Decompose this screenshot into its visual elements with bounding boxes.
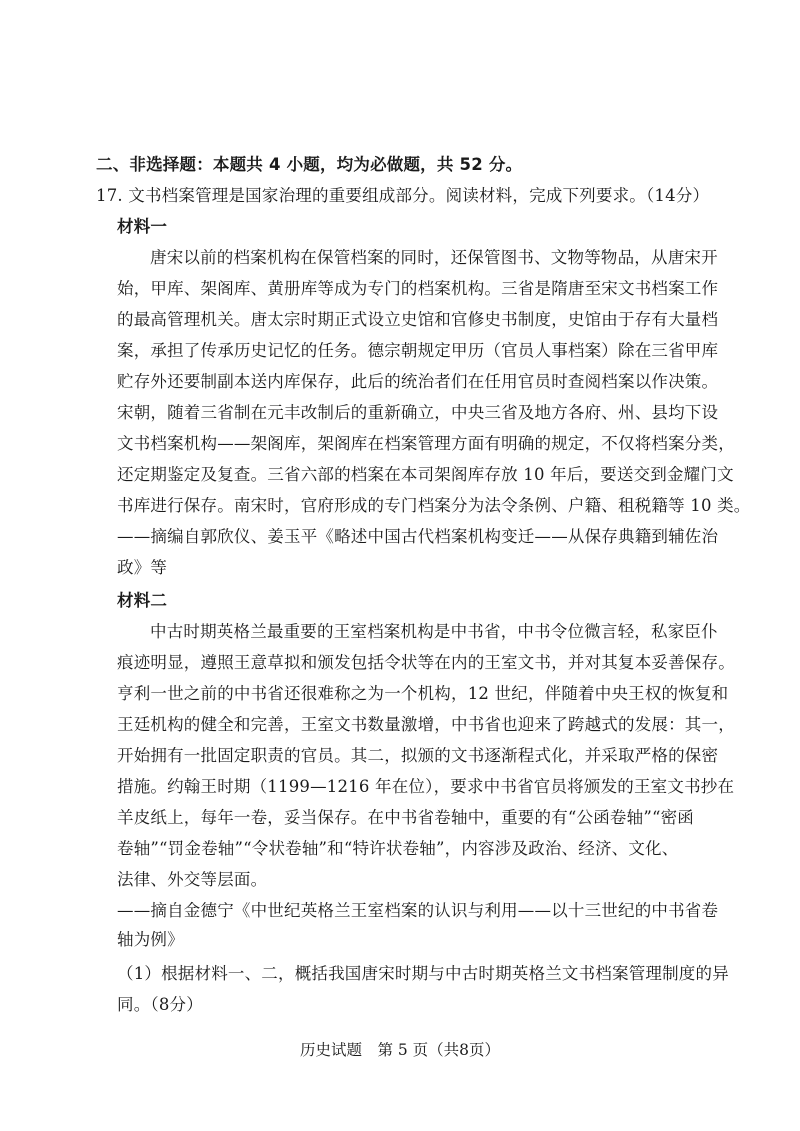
- source-line: 轴为例》: [117, 930, 184, 949]
- source-line: ——摘自金德宁《中世纪英格兰王室档案的认识与利用——以十三世纪的中书省卷: [117, 901, 719, 920]
- source-line: 政》等: [117, 558, 168, 577]
- material-two-line: 中古时期英格兰最重要的王室档案机构是中书省，中书令位微言轻，私家臣仆: [150, 622, 718, 641]
- material-one-line: 宋朝，随着三省制在元丰改制后的重新确立，中央三省及地方各府、州、县均下设: [117, 403, 719, 422]
- material-one-line: 文书档案机构——架阁库，架阁库在档案管理方面有明确的规定，不仅将档案分类，: [117, 434, 735, 453]
- material-one-line: 始，甲库、架阁库、黄册库等成为专门的档案机构。三省是隋唐至宋文书档案工作: [117, 279, 719, 298]
- material-two-label: 材料二: [117, 591, 168, 610]
- material-two-line: 痕迹明显，遵照王意草拟和颁发包括令状等在内的王室文书，并对其复本妥善保存。: [117, 653, 735, 672]
- sub-question-line: 同。（8分）: [117, 995, 203, 1014]
- material-one-line: 案，承担了传承历史记忆的任务。德宗朝规定甲历（官员人事档案）除在三省甲库: [117, 341, 719, 360]
- source-line: ——摘编自郭欣仪、姜玉平《略述中国古代档案机构变迁——从保存典籍到辅佐治: [117, 527, 719, 546]
- material-two-line: 开始拥有一批固定职责的官员。其二，拟颁的文书逐渐程式化，并采取严格的保密: [117, 746, 719, 765]
- material-one-line: 还定期鉴定及复查。三省六部的档案在本司架阁库存放 10 年后，要送交到金耀门文: [117, 465, 734, 484]
- sub-question-line: （1）根据材料一、二，概括我国唐宋时期与中古时期英格兰文书档案管理制度的异: [117, 964, 729, 983]
- material-two-line: 羊皮纸上，每年一卷，妥当保存。在中书省卷轴中，重要的有“公函卷轴”“密函: [117, 808, 695, 827]
- section-heading: 二、非选择题：本题共 4 小题，均为必做题，共 52 分。: [96, 155, 523, 174]
- material-one-line: 唐宋以前的档案机构在保管档案的同时，还保管图书、文物等物品，从唐宋开: [150, 248, 718, 267]
- material-one-line: 的最高管理机关。唐太宗时期正式设立史馆和官修史书制度，史馆由于存有大量档: [117, 310, 719, 329]
- material-two-line: 措施。约翰王时期（1199—1216 年在位），要求中书省官员将颁发的王室文书抄在: [117, 777, 735, 796]
- material-one-line: 书库进行保存。南宋时，官府形成的专门档案分为法令条例、户籍、租税籍等 10 类。: [117, 496, 751, 515]
- material-one-line: 贮存外还要制副本送内库保存，此后的统治者们在任用官员时查阅档案以作决策。: [117, 372, 719, 391]
- question-stem: 17. 文书档案管理是国家治理的重要组成部分。阅读材料，完成下列要求。（14分）: [96, 186, 710, 205]
- material-two-line: 法律、外交等层面。: [117, 870, 268, 889]
- material-one-label: 材料一: [117, 217, 168, 236]
- material-two-line: 王廷机构的健全和完善，王室文书数量激增，中书省也迎来了跨越式的发展：其一，: [117, 715, 735, 734]
- material-two-line: 亨利一世之前的中书省还很难称之为一个机构，12 世纪，伴随着中央王权的恢复和: [117, 684, 729, 703]
- page-footer: 历史试题 第 5 页（共8页）: [299, 1041, 501, 1059]
- material-two-line: 卷轴”“罚金卷轴”“令状卷轴”和“特许状卷轴”，内容涉及政治、经济、文化、: [117, 839, 679, 858]
